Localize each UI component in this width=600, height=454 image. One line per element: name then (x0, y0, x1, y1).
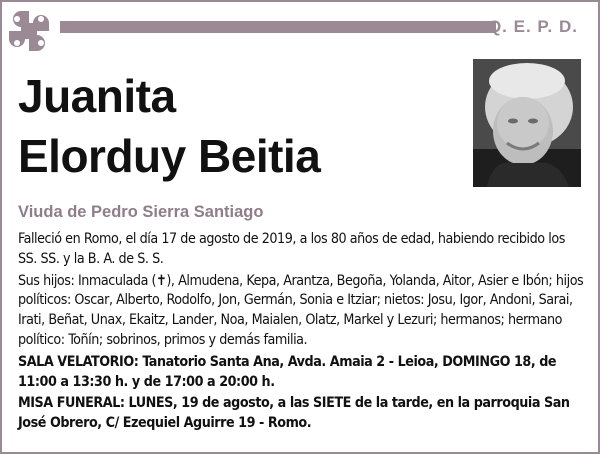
lauburu-icon (6, 8, 52, 54)
name-line-2: Elorduy Beitia (18, 130, 321, 182)
portrait-photo (473, 59, 581, 187)
death-notice-text: Falleció en Romo, el día 17 de agosto de 2019, a los 80 años de edad, habiendo recibido los SS. SS. y la B. A. de S. S. (18, 231, 565, 267)
deceased-name (18, 66, 320, 186)
family-text (18, 272, 584, 351)
cross-icon: ✝ (156, 272, 167, 289)
portrait-image (473, 59, 581, 187)
header-bar (60, 21, 496, 33)
qepd-label: Q. E. P. D. (487, 17, 578, 36)
wake-info: SALA VELATORIO: Tanatorio Santa Ana, Avda. Amaia 2 - Leioa, DOMINGO 18, de 11:00 a 13:30 h. y de 17:00 a 20:00 h. (18, 353, 557, 390)
family-text-part2: ), Almudena, Kepa, Arantza, Begoña, Yolanda, Aitor, Asier e Ibón; hijos políticos: Oscar, Alberto, Rodolfo, Jon, Germán, Sonia e Itziar; nietos: Josu, Igor, Andoni, Sarai, Irati, Beñat, Unax, Ekaitz, Lander, Noa, Maialen, Olatz, Markel y Lezuri; hermanos; hermano político: Toñín; sobrinos, primos y demás familia. (18, 272, 584, 348)
family-text-part1: Sus hijos: Inmaculada ( (18, 272, 157, 289)
name-line-1: Juanita (18, 70, 176, 122)
header (0, 0, 600, 54)
funeral-info: MISA FUNERAL: LUNES, 19 de agosto, a las SIETE de la tarde, en la parroquia San José Obrero, C/ Ezequiel Aguirre 19 - Romo. (18, 395, 570, 432)
widow-of-line: Viuda de Pedro Sierra Santiago (18, 203, 264, 221)
notice-body (18, 230, 584, 436)
